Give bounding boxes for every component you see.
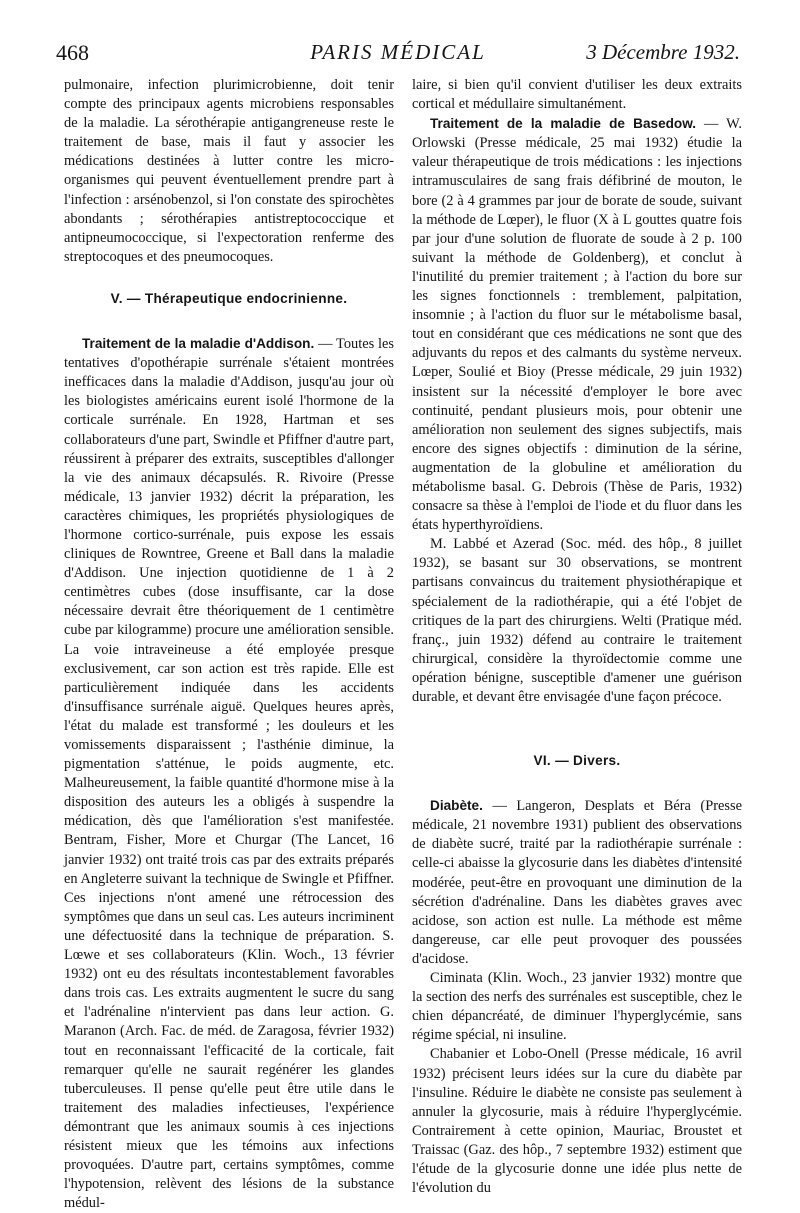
page-number: 468 — [56, 40, 89, 65]
issue-date: 3 Décembre 1932. — [586, 40, 740, 64]
paragraph-body: — Langeron, Desplats et Béra (Presse médicale, 21 novembre 1931) publient des observations de diabète sucré, traité par la radiothérapie surrénale : celle-ci abaisse la glycosurie dans les diabètes d'intensité modérée, peut-être en provoquant une diminution de la sécrétion d'adrénaline. Dans les diabètes graves avec acidose, son action est nulle. La méthode est même dangereuse, car elle peut provoquer des poussées d'acidose. — [412, 798, 742, 967]
section-heading-vi: VI. — Divers. — [533, 753, 621, 769]
paragraph: M. Labbé et Azerad (Soc. méd. des hôp., 8 juillet 1932), se basant sur 30 observations, se montrent partisans convaincus du traitement physiothérapique et spécialement de la radiothérapie, qui a été l'objet de critiques de la part des chirurgiens. Welti (Pratique méd. franç., juin 1932) défend au contraire le traitement chirurgical, considère la thyroïdectomie comme une opération bénigne, susceptible d'amener une guérison durable, et devant être envisagée d'une façon précoce. — [412, 536, 742, 705]
paragraph: Ciminata (Klin. Woch., 23 janvier 1932) montre que la section des nerfs des surrénales est susceptible, chez le chien dépancréaté, de diminuer l'hyperglycémie, sans régime spécial, ni insuline. — [412, 970, 742, 1044]
paragraph-body: — W. Orlowski (Presse médicale, 25 mai 1932) étudie la valeur thérapeutique de trois médications : les injections intramusculaires de sang frais défibriné de mouton, le bore (2 à 4 grammes par jour de borate de soude, suivant la méthode de Lœper), le fluor (X à L gouttes quatre fois par jour d'une solution de fluorate de soude à 2 p. 100 suivant la méthode de Goldenberg), et conclut à l'inutilité du premier traitement ; à l'action du bore sur les signes fonctionnels : tremblement, palpitation, insomnie ; à l'action du fluor sur le métabolisme basal, tout en considérant que ces médications ne sont que des adjuvants du repos et des calmants du système nerveux. Lœper, Soulié et Bioy (Presse médicale, 29 juin 1932) insistent sur la nécessité d'employer le bore avec continuité, pendant plusieurs mois, pour obtenir une amélioration non seulement des signes subjectifs, mais encore des signes objectifs : diminution de la sérine, augmentation de la globuline et amélioration du métabolisme basal. G. Debrois (Thèse de Paris, 1932) consacre sa thèse à l'emploi de l'iode et du fluor dans les états hyperthyroïdiens. — [412, 116, 742, 534]
paragraph-diabete — [412, 796, 742, 969]
paragraph-basedow — [412, 114, 742, 535]
journal-title: PARIS MÉDICAL — [310, 40, 486, 64]
running-header — [56, 40, 740, 74]
paragraph-body: — Toutes les tentatives d'opothérapie surrénale s'étaient montrées inefficaces dans la maladie d'Addison, jusqu'au jour où les biologistes américains eurent isolé l'hormone de la corticale surrénale. En 1928, Hartman et ses collaborateurs d'une part, Swindle et Pfiffner d'autre part, réussirent à préparer des extraits, susceptibles d'allonger la vie des animaux décapsulés. R. Rivoire (Presse médicale, 13 janvier 1932) décrit la préparation, les caractères chimiques, les propriétés physiologiques de l'hormone cortico-surrénale, puis expose les essais cliniques de Rowntree, Greene et Ball dans la maladie d'Addison. Une injection quotidienne de 1 à 2 centimètres cubes (dose insuffisante, car la dose nécessaire devrait être théoriquement de 1 centimètre cube par kilogramme) procure une amélioration sensible. La voie intraveineuse a été employée presque exclusivement, car son action est très rapide. Elle est particulièrement indiquée dans les accidents d'insuffisance surrénale aiguë. Quelques heures après, l'état du malade est transformé ; les douleurs et les vomissements disparaissent ; l'asthénie diminue, la pigmentation s'atténue, le poids augmente, etc. Malheureusement, la faible quantité d'hormone mise à la disposition des auteurs les a obligés à suspendre la médication, dès que l'amélioration s'est manifestée. Bentram, Fisher, More et Churgar (The Lancet, 16 janvier 1932) ont traité trois cas par des extraits préparés en Angleterre suivant la technique de Swingle et Pfiffner. Ces injections n'ont amené une rétrocession des symptômes que dans un seul cas. Les auteurs incriminent une défectuosité dans la technique de préparation. S. Lœwe et ses collaborateurs (Klin. Woch., 13 février 1932) ont eu des résultats incontestablement favorables dans trois cas. Les extraits augmentent le sucre du sang et l'adrénaline n'intervient pas dans leur action. G. Maranon (Arch. Fac. de méd. de Zaragosa, février 1932) tout en reconnaissant l'efficacité de la corticale, fait remarquer qu'elle ne saurait regénérer les glandes tuberculeuses. Il pense qu'elle peut être utile dans le traitement des maladies infectieuses, l'expérience démontrant que les animaux soumis à ces injections résistent mieux que les témoins aux infections provoquées. D'autre part, certains symptômes, comme l'hypotension, relèvent des lésions de la substance médul- — [64, 336, 395, 1212]
right-column — [412, 76, 742, 1198]
section-heading-v: V. — Thérapeutique endocrinienne. — [110, 290, 348, 306]
paragraph: pulmonaire, infection plurimicrobienne, doit tenir compte des principaux agents microbiens responsables de la maladie. La sérothérapie antigangreneuse reste le traitement de base, mais il faut y associer les médications destinées à lutter contre les micro-organismes qui peuvent éventuellement prendre part à l'infection : arsénobenzol, si l'on constate des spirochètes abondants ; sérothérapies antistreptococcique et antipneumococcique, si l'expectoration renferme des streptocoques et des pneumocoques. — [64, 77, 394, 265]
subsection-title: Diabète. — [430, 798, 483, 814]
paragraph: laire, si bien qu'il convient d'utiliser les deux extraits cortical et médullaire simultanément. — [412, 77, 742, 113]
subsection-title: Traitement de la maladie d'Addison. — [82, 336, 315, 352]
paragraph-addison — [64, 334, 394, 1213]
subsection-title: Traitement de la maladie de Basedow. — [430, 116, 697, 132]
paragraph: Chabanier et Lobo-Onell (Presse médicale, 16 avril 1932) précisent leurs idées sur la cure du diabète par l'insuline. Réduire le diabète ne consiste pas seulement à annuler la glycosurie, mais à réduire l'hyperglycémie. Contrairement à cette opinion, Mauriac, Broustet et Traissac (Gaz. des hôp., 7 septembre 1932) estiment que l'étude de la glycosurie donne une idée plus nette de l'évolution du — [412, 1046, 742, 1197]
left-column — [64, 76, 394, 1213]
